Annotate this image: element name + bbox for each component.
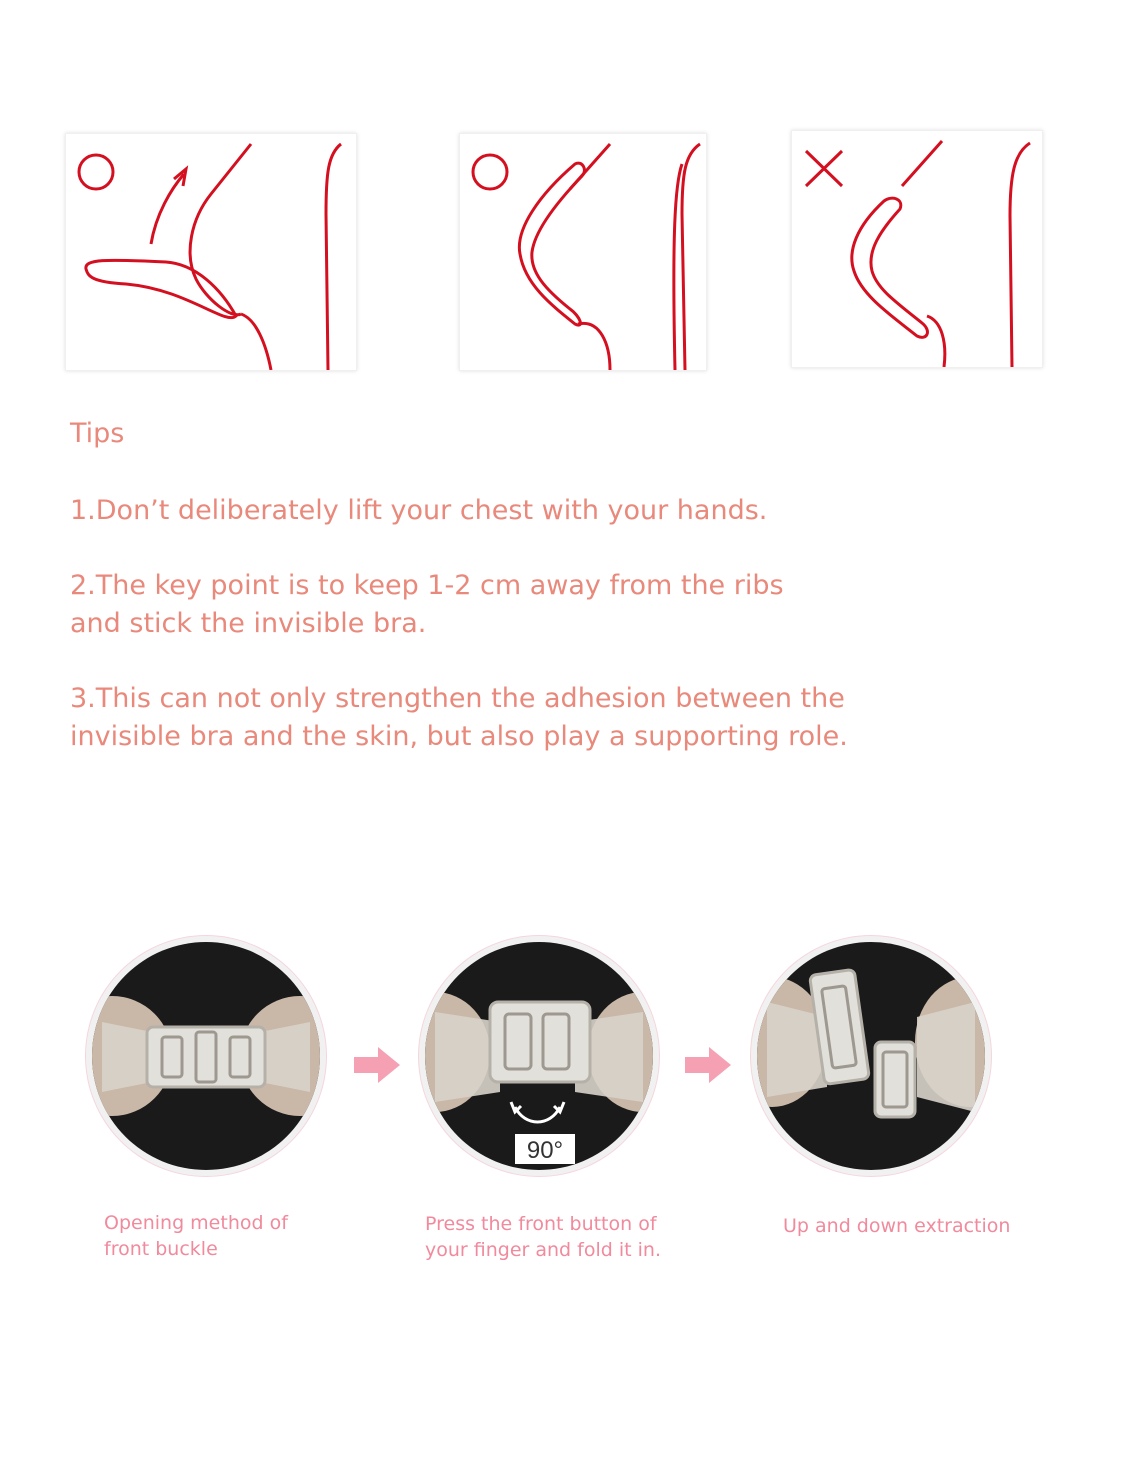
- circle-mark: [473, 155, 507, 189]
- tips-section: [70, 415, 970, 793]
- illustration-panel-1: [65, 133, 357, 371]
- arrow-right-icon: [683, 1045, 733, 1085]
- breast-lift-diagram-2: [460, 134, 706, 370]
- step-caption-2: Press the front button of your finger and fold it in.: [425, 1213, 661, 1261]
- buckle-photo-closed: [92, 942, 320, 1170]
- buckle-photo-folded: [425, 942, 653, 1170]
- angle-label: 90°: [526, 1137, 564, 1164]
- tip-item-3: 3.This can not only strengthen the adhesion between the invisible bra and the skin, but also play a supporting role.: [70, 683, 848, 752]
- tips-title: Tips: [70, 418, 125, 449]
- illustration-panel-3: [791, 130, 1043, 368]
- circle-mark: [79, 155, 113, 189]
- illustration-panel-2: [459, 133, 707, 371]
- step-caption-3: Up and down extraction: [783, 1215, 1011, 1237]
- tip-item-1: 1.Don’t deliberately lift your chest with your hands.: [70, 495, 768, 526]
- cross-mark: [806, 151, 842, 186]
- buckle-photo-extracted: [757, 942, 985, 1170]
- tip-item-2: 2.The key point is to keep 1-2 cm away from the ribs and stick the invisible bra.: [70, 570, 784, 639]
- breast-lift-diagram-1: [66, 134, 356, 370]
- breast-lift-diagram-3: [792, 131, 1042, 367]
- arrow-right-icon: [352, 1045, 402, 1085]
- step-caption-1: Opening method of front buckle: [104, 1212, 288, 1260]
